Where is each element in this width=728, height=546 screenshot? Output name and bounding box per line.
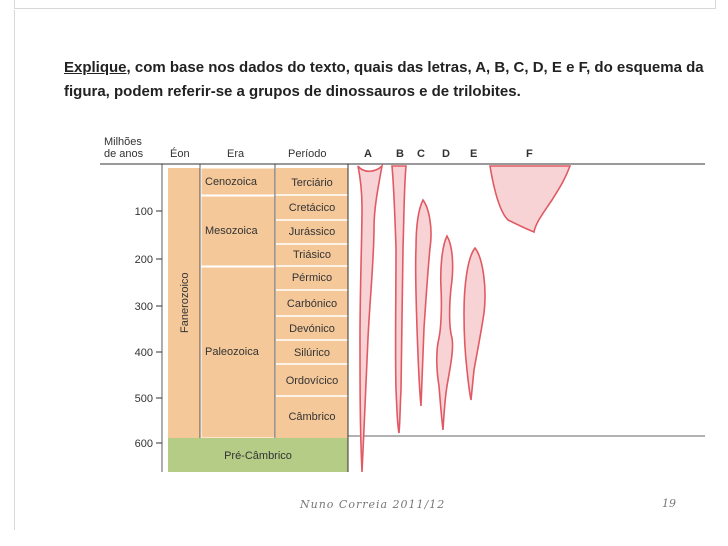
period-cretacico: Cretácico	[288, 202, 336, 214]
letter-a: A	[364, 148, 372, 160]
period-silurico: Silúrico	[293, 347, 331, 359]
period-permico: Pérmico	[291, 272, 333, 284]
header-eon: Éon	[170, 148, 190, 160]
era-cenozoic: Cenozoica	[205, 176, 257, 188]
tick-200: 200	[134, 254, 153, 266]
era-mesozoic: Mesozoica	[205, 225, 258, 237]
period-carbonico: Carbónico	[286, 298, 338, 310]
period-cambrico: Câmbrico	[288, 411, 336, 423]
letter-b: B	[396, 148, 404, 160]
lineage-c	[416, 200, 431, 406]
axis-label-2: de anos	[104, 148, 144, 160]
letter-f: F	[526, 148, 533, 160]
period-triassico: Triásico	[292, 249, 332, 261]
page-number: 19	[662, 497, 676, 510]
tick-600: 600	[134, 438, 153, 450]
tick-400: 400	[134, 347, 153, 359]
tick-300: 300	[134, 301, 153, 313]
question-lead: Explique	[64, 59, 127, 76]
question-text	[64, 56, 714, 104]
tick-500: 500	[134, 393, 153, 405]
period-ordovicico: Ordovícico	[285, 375, 339, 387]
lineage-b	[392, 166, 406, 433]
lineage-e	[464, 248, 485, 400]
lineage-a	[358, 166, 382, 472]
tick-100: 100	[134, 206, 153, 218]
header-period: Período	[288, 148, 327, 160]
period-jurassico: Jurássico	[288, 226, 336, 238]
period-devonico: Devónico	[289, 323, 335, 335]
eon-label: Fanerozoico	[179, 272, 191, 333]
slide-frame-left	[0, 10, 15, 530]
period-terciario: Terciário	[291, 177, 333, 189]
letter-e: E	[470, 148, 478, 160]
slide-frame-top	[14, 0, 716, 9]
lineage-d	[437, 236, 453, 430]
era-paleozoic: Paleozoica	[205, 346, 259, 358]
precambrian-label: Pré-Câmbrico	[224, 450, 292, 462]
header-era: Era	[227, 148, 245, 160]
geologic-time-figure	[90, 128, 715, 478]
letter-d: D	[442, 148, 450, 160]
question-body: , com base nos dados do texto, quais das letras, A, B, C, D, E e F, do esquema da figura, podem referir-se a grupos de dinossauros e de trilobites.	[64, 59, 704, 100]
footer-author: Nuno Correia 2011/12	[300, 498, 446, 511]
lineage-f	[490, 166, 570, 232]
axis-label-1: Milhões	[104, 136, 142, 148]
letter-c: C	[417, 148, 425, 160]
